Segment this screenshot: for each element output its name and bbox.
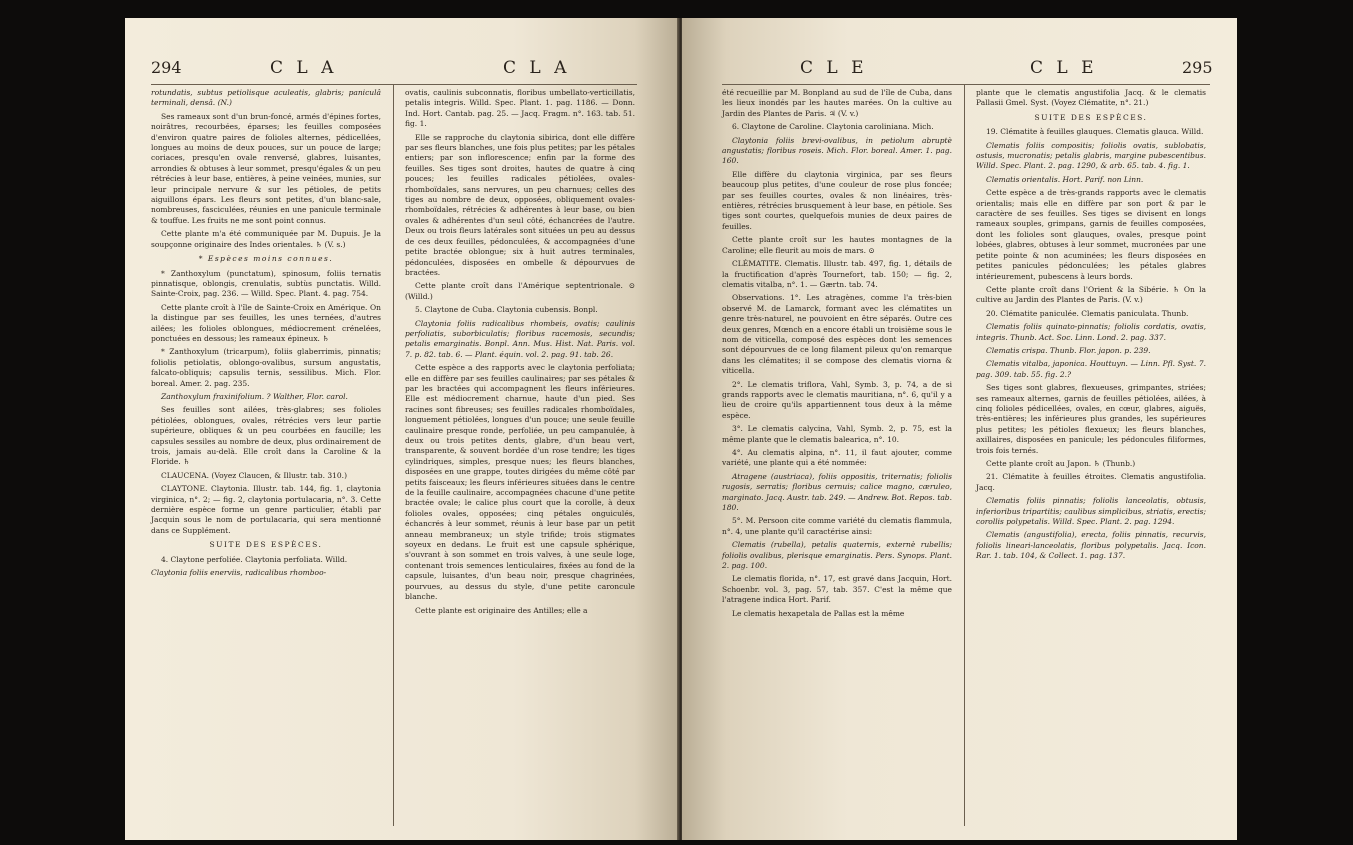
paragraph: Cette plante croît au Japon. ♄ (Thunb.) — [986, 459, 1136, 468]
paragraph: Cette plante croît sur les hautes montagnes de la Caroline; elle fleurit au mois de mars. ⊙ — [722, 235, 952, 255]
paragraph: Clematis orientalis. Hort. Parif. non Linn. — [986, 174, 1144, 184]
species-heading: 4. Claytone perfoliée. Claytonia perfoliata. Willd. — [161, 554, 348, 564]
paragraph: Le clematis hexapetala de Pallas est la même — [732, 608, 905, 618]
right-running-head-2: C L E — [1030, 58, 1098, 78]
paragraph: rotundatis, subtus petiolisque aculeatis, glabris; paniculâ terminali, densâ. (N.) — [151, 88, 381, 108]
paragraph: Claytonia foliis brevi-ovalibus, in petiolum abruptè angustatis; floribus roseis. Mich. Flor. boreal. Amer. 1. pag. 160. — [722, 135, 952, 166]
left-page-header — [125, 58, 679, 80]
right-column-2 — [976, 88, 1206, 565]
paragraph: Cette espèce a des rapports avec le claytonia perfoliata; elle en diffère par ses feuilles caulinaires; par ses pétales & par les bractées qui accompagnent les fleurs inférieures. Elle est médiocrement charnue, haute d'un pied. Ses racines sont fibreuses; ses feuilles radicales rhomboïdales, longuement pétiolées, longues d'un pouce; une seule feuille caulinaire presque ronde, perfoliée, un peu campanulée, à deux ou trois petites dents, glabre, d'un beau vert, transparente, & souvent bordée d'un rose tendre; les tiges cylindriques, simples, presque nues; les fleurs blanches, disposées en une grappe, toutes dirigées du même côté par petits faisceaux; les fleurs inférieures situées dans le centre de la feuille caulinaire, accompagnées chacune d'une petite bractée ovale; le calice plus court que la corolle, à deux folioles ovales, opposées; cinq pétales onguiculés, échancrés à leur sommet, réunis à leur base par un petit anneau membraneux; un style trifide; trois stigmates soyeux en dedans. Le fruit est une capsule sphérique, s'ouvrant à son sommet en trois valves, à une seule loge, contenant trois semences lenticulaires, fixées au fond de la capsule, luisantes, d'un beau noir, presque chagrinées, pourvues, au dessus du style, d'une petite caroncule blanche. — [405, 363, 635, 602]
right-page-header — [682, 58, 1237, 80]
paragraph: Cette plante croît à l'île de Sainte-Croix en Amérique. On la distingue par ses feuilles, les unes ternées, d'autres ailées; les folioles oblongues, médiocrement crénelées, ponctuées en dessous; les rameaux épineux. ♄ — [151, 302, 381, 343]
paragraph: Claytonia foliis radicalibus rhombeis, ovatis; caulinis perfoliatis, suborbiculatis; floribus racemosis, secundis; petalis emarginatis. Bonpl. Ann. Mus. Hist. Nat. Paris. vol. 7. p. 82. tab. 6. — Plant. équin. vol. 2. pag. 91. tab. 26. — [405, 318, 635, 359]
left-column-rule — [393, 84, 394, 826]
species-heading: 5. Claytone de Cuba. Claytonia cubensis. Bonpl. — [415, 305, 598, 315]
section-heading: * Espèces moins connues. — [198, 254, 334, 264]
paragraph: 3°. Le clematis calycina, Vahl, Symb. 2, p. 75, est la même plante que le clematis balearica, n°. 10. — [722, 424, 952, 444]
left-column-1 — [151, 88, 381, 581]
paragraph: Clematis foliis quinato-pinnatis; foliolis cordatis, ovatis, integris. Thunb. Act. Soc. Linn. Lond. 2. pag. 337. — [976, 322, 1206, 342]
right-page-number: 295 — [1182, 58, 1213, 77]
open-book — [125, 18, 1237, 840]
left-page-number: 294 — [151, 58, 182, 77]
paragraph: * Zanthoxylum (punctatum), spinosum, foliis ternatis pinnatisque, oblongis, crenulatis, subtùs punctatis. Willd. Sainte-Croix, pag. 236. — Willd. Spec. Plant. 4. pag. 754. — [151, 268, 381, 299]
paragraph: Le clematis florida, n°. 17, est gravé dans Jacquin, Hort. Schoenbr. vol. 3, pag. 57, tab. 357. C'est la même que l'atragene indica Hort. Parif. — [722, 574, 952, 605]
paragraph: Clematis (angustifolia), erecta, foliis pinnatis, recurvis, foliolis lineari-lanceolatis, floribus polypetalis. Jacq. Icon. Rar. 1. tab. 104, & Collect. 1. pag. 137. — [976, 530, 1206, 561]
paragraph: Clematis crispa. Thunb. Flor. japon. p. 239. — [986, 345, 1151, 355]
species-heading: 19. Clématite à feuilles glauques. Clematis glauca. Willd. — [986, 127, 1204, 137]
left-page — [125, 18, 679, 840]
right-column-1 — [722, 88, 952, 622]
right-header-rule — [722, 84, 1210, 85]
paragraph: Cette plante croît dans l'Amérique septentrionale. ⊙ (Willd.) — [405, 281, 635, 301]
species-heading: 21. Clématite à feuilles étroites. Clematis angustifolia. Jacq. — [976, 472, 1206, 492]
paragraph: plante que le clematis angustifolia Jacq. & le clematis Pallasii Gmel. Syst. (Voyez Clématite, n°. 21.) — [976, 88, 1206, 108]
paragraph: 5°. M. Persoon cite comme variété du clematis flammula, n°. 4, une plante qu'il caractérise ainsi: — [722, 516, 952, 536]
paragraph: 4°. Au clematis alpina, n°. 11, il faut ajouter, comme variété, une plante qui a été nommée: — [722, 448, 952, 468]
entry-heading: CLÉMATITE. Clematis. Illustr. tab. 497, fig. 1, détails de la fructification d'après Tournefort, tab. 150; — fig. 2, clematis vitalba, n°. 1. — Gærtn. tab. 74. — [722, 259, 952, 289]
paragraph: Clematis vitalba, japonica. Houttuyn. — Linn. Pfl. Syst. 7. pag. 309. tab. 55. fig. 2.? — [976, 359, 1206, 379]
paragraph: 2°. Le clematis triflora, Vahl, Symb. 3, p. 74, a de si grands rapports avec le clematis mauritiana, n°. 6, qu'il y a lieu de croire qu'ils appartiennent tous deux à la même espèce. — [722, 379, 952, 420]
section-heading: SUITE DES ESPÈCES. — [209, 540, 323, 550]
paragraph: * Zanthoxylum (tricarpum), foliis glaberrimis, pinnatis; foliolis petiolatis, oblongo-ovalibus, sursum angustatis, falcato-obliquis; capsulis ternis, sessilibus. Mich. Flor. boreal. Amer. 2. pag. 235. — [151, 347, 381, 388]
paragraph: Claytonia foliis enerviis, radicalibus rhomboo- — [151, 568, 327, 578]
left-column-2 — [405, 88, 635, 619]
paragraph: Atragene (austriaca), foliis oppositis, triternatis; foliolis rugosis, serratis; floribus cernuis; calice magno, cæruleo, marginato. Jacq. Austr. tab. 249. — Andrew. Bot. Repos. tab. 180. — [722, 471, 952, 513]
paragraph: Cette plante est originaire des Antilles; elle a — [415, 605, 588, 615]
paragraph: Cette plante croît dans l'Orient & la Sibérie. ♄ On la cultive au Jardin des Plantes de Paris. (V. v.) — [976, 284, 1206, 305]
left-running-head-2: C L A — [503, 58, 571, 78]
paragraph: Clematis (rubella), petalis quaternis, externè rubellis; foliolis ovalibus, plerisque emarginatis. Pers. Synops. Plant. 2. pag. 100. — [722, 540, 952, 571]
right-column-rule — [964, 84, 965, 826]
paragraph: Ses rameaux sont d'un brun-foncé, armés d'épines fortes, noirâtres, recourbées, éparses; les feuilles composées d'environ quatre paires de folioles alternes, pédicellées, longues au moins de deux pouces, sur un pouce de large; coriaces, presqu'en ovale renversé, glabres, luisantes, arrondies & obtuses à leur sommet, presqu'égales & un peu rétrécies à leur base, entières, à peine veinées, munies, sur leur principale nervure & sur les pétioles, de petits aiguillons épars. Les fleurs sont petites, d'un blanc-sale, nombreuses, fasciculées, réunies en une panicule terminale & touffue. Les fruits ne me sont point connus. — [151, 111, 381, 225]
section-heading: SUITE DES ESPÈCES. — [1034, 112, 1148, 122]
entry-heading: CLAYTONE. Claytonia. Illustr. tab. 144, fig. 1, claytonia virginica, n°. 2; — fig. 2, claytonia portulacaria, n°. 3. Cette dernière espèce forme un genre particulier, établi par Jacquin sous le nom de portulacaria, qui sera mentionné dans ce Supplément. — [151, 484, 381, 535]
right-running-head-1: C L E — [800, 58, 868, 78]
paragraph: Ses tiges sont glabres, flexueuses, grimpantes, striées; ses rameaux alternes, garnis de feuilles pétiolées, ailées, à cinq folioles pédicellées, ovales, en cœur, glabres, aiguës, très-entières; les inférieures plus grandes, les supérieures plus petites; les pétioles flexueux; les fleurs blanches, axillaires, disposées en panicule; les pédoncules filiformes, trois fois ternés. — [976, 383, 1206, 455]
paragraph: Cette espèce a de très-grands rapports avec le clematis orientalis; mais elle en diffère par son port & par le caractère de ses feuilles. Ses tiges se divisent en longs rameaux souples, grimpans, garnis de feuilles composées, dont les folioles sont glauques, ovales, presque point lobées, glabres, obtuses à leur sommet, mucronées par une petite pointe & non acuminées; les fleurs disposées en petites panicules pédonculées; les pétales glabres intérieurement, pubescens à leurs bords. — [976, 188, 1206, 281]
paragraph: Observations. 1°. Les atragènes, comme l'a très-bien observé M. de Lamarck, formant avec les clématites un genre très-naturel, ne pouvoient en être séparés. Outre ces deux genres, Mœnch en a encore établi un troisième sous le nom de viticella, composé des espèces dont les semences sont dépourvues de ce long filament pileux qu'on remarque dans les clématites; il se compose des clematis viorna & viticella. — [722, 293, 952, 376]
paragraph: Ses feuilles sont ailées, très-glabres; ses folioles pétiolées, oblongues, ovales, rétrécies vers leur partie supérieure, obliques & un peu courbées en faucille; les capsules sessiles au nombre de deux, plus ordinairement de trois, jamais au-delà. Elle croît dans la Caroline & la Floride. ♄ — [151, 405, 381, 467]
paragraph: Clematis foliis pinnatis; foliolis lanceolatis, obtusis, inferioribus tripartitis; caulibus simplicibus, striatis, erectis; corollis polypetalis. Willd. Spec. Plant. 2. pag. 1294. — [976, 496, 1206, 527]
left-header-rule — [151, 84, 637, 85]
paragraph: Elle diffère du claytonia virginica, par ses fleurs beaucoup plus petites, d'une couleur de rose plus foncée; par ses feuilles courtes, ovales & non linéaires, très-entières, rétrécies brusquement à leur base, en pétiole. Ses tiges sont courtes, quelquefois munies de deux paires de feuilles. — [722, 169, 952, 231]
entry-heading: CLAUCENA. (Voyez Claucen, & Illustr. tab. 310.) — [161, 470, 347, 480]
paragraph: Clematis foliis compositis; foliolis ovatis, sublobatis, ostusis, mucronatis; petalis glabris, margine pubescentibus. Willd. Spec. Plant. 2. pag. 1290, & arb. 65. tab. 4. fig. 1. — [976, 140, 1206, 171]
paragraph: Zanthoxylum fraxinifolium. ? Walther, Flor. carol. — [161, 391, 348, 401]
right-page — [682, 18, 1237, 840]
paragraph: Elle se rapproche du claytonia sibirica, dont elle diffère par ses fleurs blanches, une fois plus petites; par les pétales entiers; par son inflorescence; enfin par la forme des feuilles. Ses tiges sont droites, hautes de quatre à cinq pouces; les feuilles radicales pétiolées, ovales-rhomboïdales, sans nervures, un peu charnues; celles des tiges au nombre de deux, opposées, obliquement ovales-rhomboïdales, rétrécies & adhérentes à leur base, ou bien ovales & adhérentes d'un seul côté, échancrées de l'autre. Deux ou trois fleurs latérales sont situées un peu au dessus de ces deux feuilles, pédonculées, & accompagnées d'une petite bractée oblongue; six à huit autres terminales, pédonculées, disposées en ombelle & dépourvues de bractées. — [405, 132, 635, 277]
species-heading: 6. Claytone de Caroline. Claytonia caroliniana. Mich. — [732, 122, 934, 132]
paragraph: ovatis, caulinis subconnatis, floribus umbellato-verticillatis, petalis integris. Willd. Spec. Plant. 1. pag. 1186. — Donn. Ind. Hort. Cantab. pag. 25. — Jacq. Fragm. n°. 163. tab. 51. fig. 1. — [405, 88, 635, 129]
left-running-head-1: C L A — [270, 58, 338, 78]
paragraph: Cette plante m'a été communiquée par M. Dupuis. Je la soupçonne originaire des Indes orientales. ♄ (V. s.) — [151, 229, 381, 249]
species-heading: 20. Clématite paniculée. Clematis paniculata. Thunb. — [986, 308, 1189, 318]
paragraph: été recueillie par M. Bonpland au sud de l'île de Cuba, dans les lieux inondés par les hautes marées. On la cultive au Jardin des Plantes de Paris. ♃ (V. v.) — [722, 88, 952, 118]
